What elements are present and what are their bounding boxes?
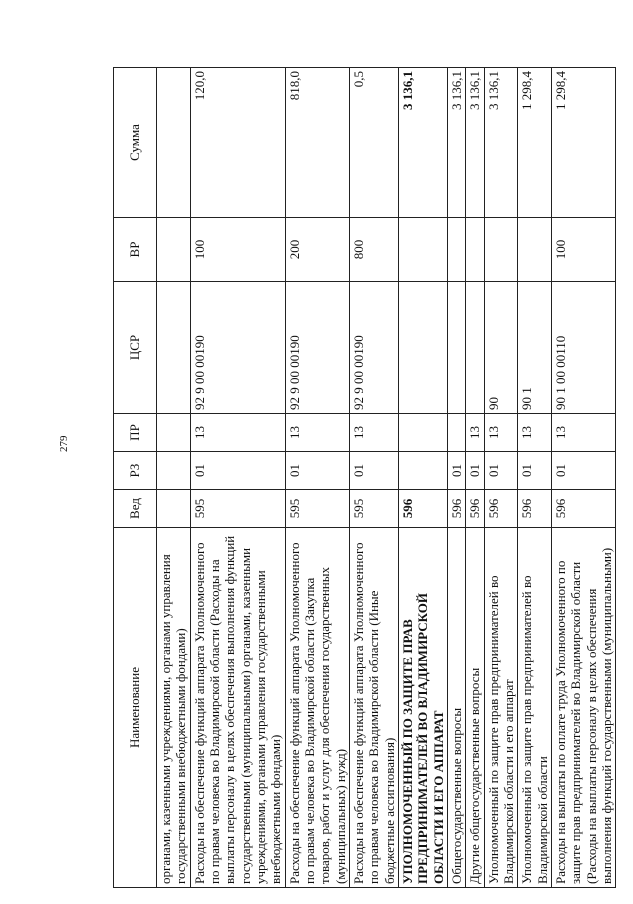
cell-sum: 120,0 <box>190 68 285 218</box>
cell-ved: 595 <box>285 490 349 528</box>
cell-csr: 92 9 00 00190 <box>285 282 349 414</box>
cell-sum: 3 136,1 <box>398 68 447 218</box>
header-vr: ВР <box>114 218 157 282</box>
rotated-page <box>113 68 614 888</box>
cell-pr: 13 <box>551 414 615 452</box>
cell-pr: 13 <box>484 414 518 452</box>
cell-csr: 90 1 <box>518 282 552 414</box>
header-ved: Вед <box>114 490 157 528</box>
table-row <box>285 68 349 888</box>
cell-ved: 595 <box>349 490 398 528</box>
budget-table <box>113 67 616 888</box>
cell-name: органами, казенными учреждениями, органами управления государственными внебюджетными фондами) <box>157 528 191 888</box>
cell-sum: 3 136,1 <box>447 68 465 218</box>
cell-rz: 01 <box>466 452 484 490</box>
cell-ved: 596 <box>447 490 465 528</box>
table-row <box>518 68 552 888</box>
cell-csr <box>398 282 447 414</box>
cell-vr <box>447 218 465 282</box>
cell-sum: 3 136,1 <box>484 68 518 218</box>
cell-csr: 90 1 00 00110 <box>551 282 615 414</box>
table-row <box>190 68 285 888</box>
cell-ved: 595 <box>190 490 285 528</box>
cell-rz: 01 <box>518 452 552 490</box>
cell-vr: 800 <box>349 218 398 282</box>
cell-name: Уполномоченный по защите прав предпринимателей во Владимирской области и его аппарат <box>484 528 518 888</box>
cell-sum: 1 298,4 <box>518 68 552 218</box>
cell-ved <box>157 490 191 528</box>
cell-csr <box>466 282 484 414</box>
header-name: Наименование <box>114 528 157 888</box>
header-sum: Сумма <box>114 68 157 218</box>
cell-vr: 100 <box>551 218 615 282</box>
cell-ved: 596 <box>518 490 552 528</box>
cell-pr: 13 <box>285 414 349 452</box>
cell-rz <box>398 452 447 490</box>
cell-pr <box>398 414 447 452</box>
cell-sum: 818,0 <box>285 68 349 218</box>
cell-csr <box>447 282 465 414</box>
cell-vr <box>518 218 552 282</box>
cell-ved: 596 <box>484 490 518 528</box>
table-row <box>447 68 465 888</box>
cell-name: Общегосударственные вопросы <box>447 528 465 888</box>
header-pr: ПР <box>114 414 157 452</box>
header-rz: РЗ <box>114 452 157 490</box>
cell-sum <box>157 68 191 218</box>
cell-rz <box>157 452 191 490</box>
cell-ved: 596 <box>398 490 447 528</box>
cell-pr <box>157 414 191 452</box>
cell-name: Расходы на выплаты по оплате труда Уполномоченного по защите прав предпринимателей во Владимирской области (Расходы на выплаты персоналу в целях обеспечения выполнения функций государственными (муниципальными) <box>551 528 615 888</box>
header-csr: ЦСР <box>114 282 157 414</box>
cell-name: Расходы на обеспечение функций аппарата Уполномоченного по правам человека во Владимирской области (Расходы на выплаты персоналу в целях обеспечения выполнения функций государственными (муниципальными) органами, казенными учреждениями, органами управления государственными внебюджетными фондами) <box>190 528 285 888</box>
table-row <box>466 68 484 888</box>
table-row <box>551 68 615 888</box>
cell-rz: 01 <box>484 452 518 490</box>
cell-vr: 100 <box>190 218 285 282</box>
cell-name: УПОЛНОМОЧЕННЫЙ ПО ЗАЩИТЕ ПРАВ ПРЕДПРИНИМАТЕЛЕЙ ВО ВЛАДИМИРСКОЙ ОБЛАСТИ И ЕГО АППАРАТ <box>398 528 447 888</box>
cell-ved: 596 <box>466 490 484 528</box>
cell-vr <box>398 218 447 282</box>
cell-pr: 13 <box>466 414 484 452</box>
cell-pr: 13 <box>190 414 285 452</box>
cell-pr: 13 <box>349 414 398 452</box>
cell-vr: 200 <box>285 218 349 282</box>
cell-csr: 92 9 00 00190 <box>190 282 285 414</box>
table-row <box>484 68 518 888</box>
cell-vr <box>157 218 191 282</box>
cell-rz: 01 <box>190 452 285 490</box>
cell-csr: 92 9 00 00190 <box>349 282 398 414</box>
cell-name: Другие общегосударственные вопросы <box>466 528 484 888</box>
table-row <box>398 68 447 888</box>
cell-sum: 1 298,4 <box>551 68 615 218</box>
table-row <box>157 68 191 888</box>
cell-vr <box>484 218 518 282</box>
cell-sum: 3 136,1 <box>466 68 484 218</box>
cell-ved: 596 <box>551 490 615 528</box>
table-row <box>349 68 398 888</box>
cell-rz: 01 <box>349 452 398 490</box>
cell-vr <box>466 218 484 282</box>
cell-name: Расходы на обеспечение функций аппарата Уполномоченного по правам человека во Владимирской области (Иные бюджетные ассигнования) <box>349 528 398 888</box>
cell-rz: 01 <box>551 452 615 490</box>
cell-name: Расходы на обеспечение функций аппарата Уполномоченного по правам человека во Владимирской области (Закупка товаров, работ и услуг для обеспечения государственных (муниципальных) нужд) <box>285 528 349 888</box>
cell-csr <box>157 282 191 414</box>
page-number: 279 <box>58 435 70 452</box>
cell-csr: 90 <box>484 282 518 414</box>
cell-rz: 01 <box>285 452 349 490</box>
cell-rz: 01 <box>447 452 465 490</box>
cell-sum: 0,5 <box>349 68 398 218</box>
cell-pr <box>447 414 465 452</box>
cell-name: Уполномоченный по защите прав предпринимателей во Владимирской области <box>518 528 552 888</box>
header-row <box>114 68 157 888</box>
cell-pr: 13 <box>518 414 552 452</box>
